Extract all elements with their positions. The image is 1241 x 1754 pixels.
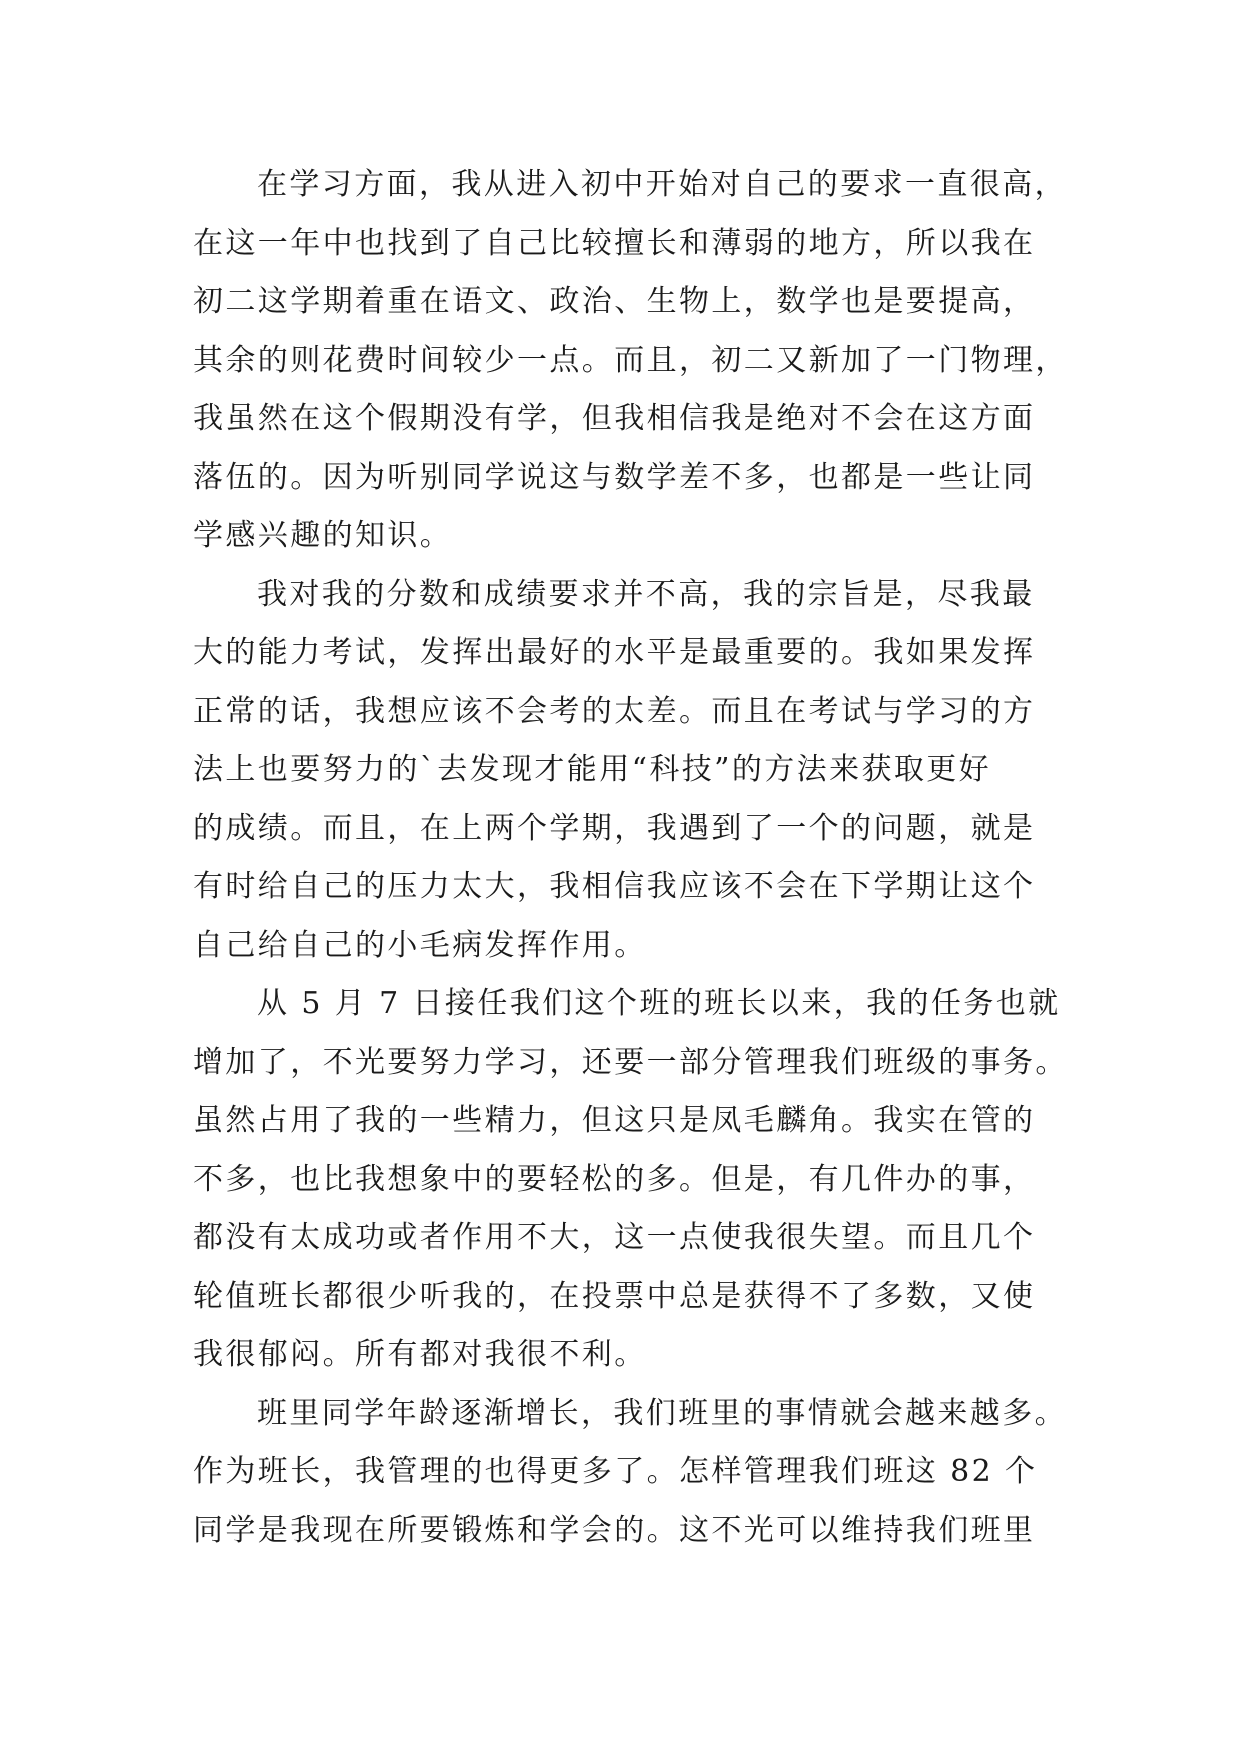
text-line: 轮值班长都很少听我的，在投票中总是获得不了多数，又使 [193,1278,1036,1314]
text-line: 我很郁闷。所有都对我很不利。 [193,1337,647,1372]
text-line: 落伍的。因为听别同学说这与数学差不多，也都是一些让同 [193,459,1036,495]
text-line: 初二这学期着重在语文、政治、生物上，数学也是要提高， [193,284,1036,319]
text-line: 我对我的分数和成绩要求并不高，我的宗旨是，尽我最 [257,576,1035,612]
text-line: 学感兴趣的知识。 [193,518,453,553]
text-line: 都没有太成功或者作用不大，这一点使我很失望。而且几个 [193,1220,1036,1255]
text-line: 在这一年中也找到了自己比较擅长和薄弱的地方，所以我在 [193,225,1036,261]
text-line: 正常的话，我想应该不会考的太差。而且在考试与学习的方 [193,693,1036,729]
document-body [193,156,1073,1560]
text-line: 的成绩。而且，在上两个学期，我遇到了一个的问题，就是 [193,810,1036,846]
text-line: 虽然占用了我的一些精力，但这只是凤毛麟角。我实在管的 [193,1103,1036,1138]
text-line: 在学习方面，我从进入初中开始对自己的要求一直很高， [257,167,1067,202]
text-line: 班里同学年龄逐渐增长，我们班里的事情就会越来越多。 [257,1395,1067,1431]
text-line: 作为班长，我管理的也得更多了。怎样管理我们班这 82 个 [193,1454,1038,1489]
text-line: 有时给自己的压力太大，我相信我应该不会在下学期让这个 [193,869,1036,904]
text-line: 法上也要努力的`去发现才能用“科技”的方法来获取更好 [193,752,992,787]
text-line: 其余的则花费时间较少一点。而且，初二又新加了一门物理， [193,342,1068,378]
text-line: 我虽然在这个假期没有学，但我相信我是绝对不会在这方面 [193,401,1036,436]
text-line: 不多，也比我想象中的要轻松的多。但是，有几件办的事， [193,1161,1036,1197]
text-line: 增加了，不光要努力学习，还要一部分管理我们班级的事务。 [193,1044,1068,1080]
text-line: 从 5 月 7 日接任我们这个班的班长以来，我的任务也就 [257,986,1061,1021]
text-line: 同学是我现在所要锻炼和学会的。这不光可以维持我们班里 [193,1512,1036,1548]
text-line: 自己给自己的小毛病发挥作用。 [193,927,647,963]
text-line: 大的能力考试，发挥出最好的水平是最重要的。我如果发挥 [193,635,1036,670]
